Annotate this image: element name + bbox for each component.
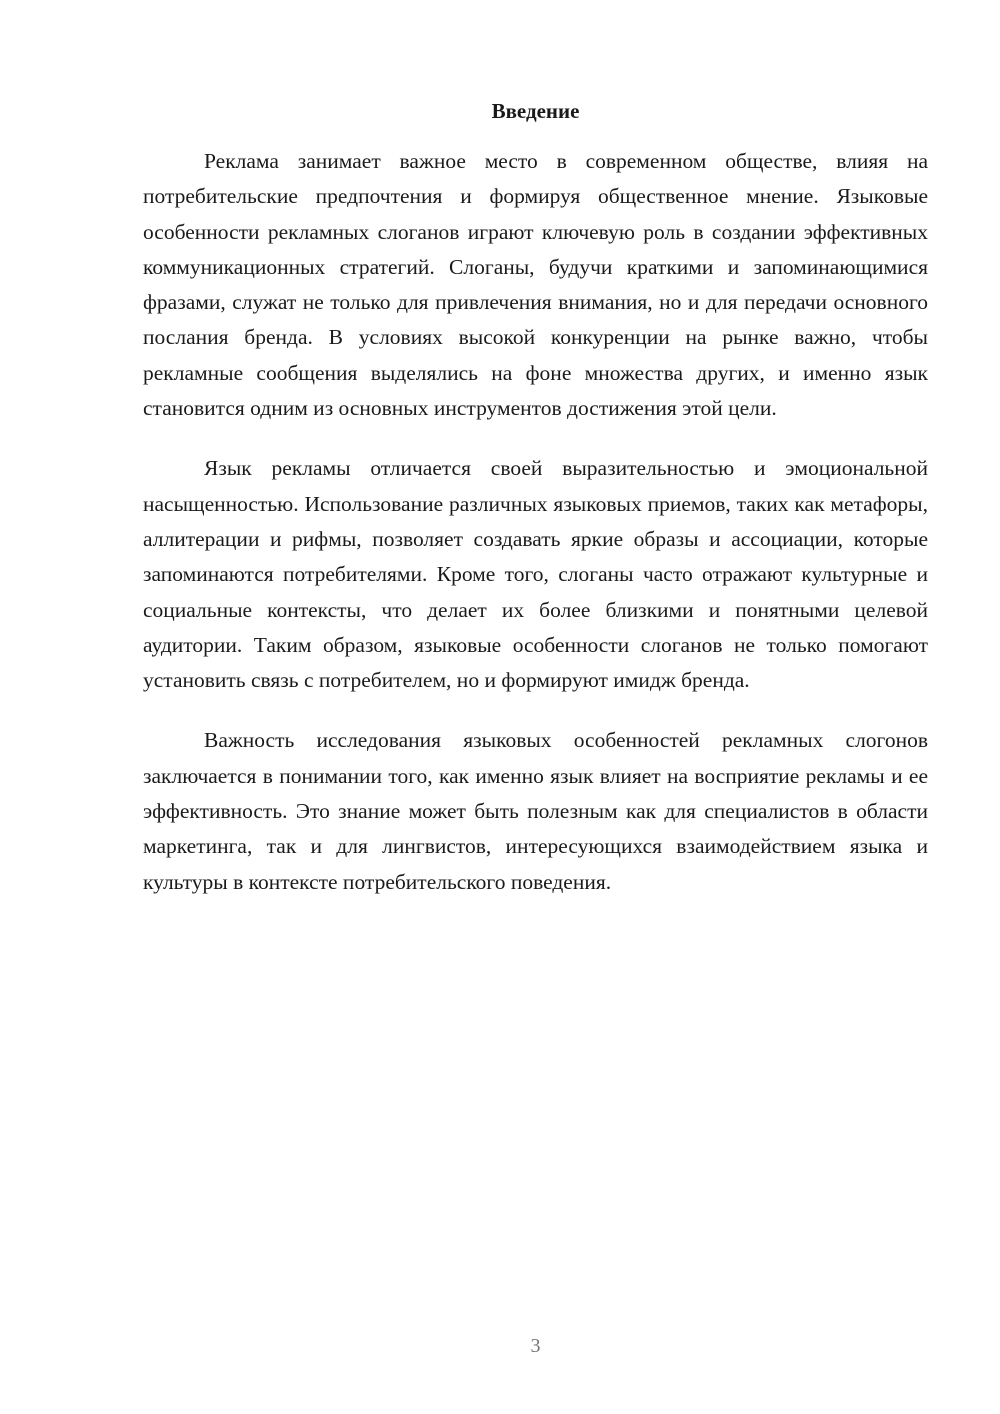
section-heading: Введение xyxy=(491,99,580,123)
body-text xyxy=(143,144,928,925)
paragraph: Язык рекламы отличается своей выразительностью и эмоциональной насыщенностью. Использование различных языковых приемов, таких как метафоры, аллитерации и рифмы, позволяет создавать яркие образы и ассоциации, которые запоминаются потребителями. Кроме того, слоганы часто отражают культурные и социальные контексты, что делает их более близкими и понятными целевой аудитории. Таким образом, языковые особенности слоганов не только помогают установить связь с потребителем, но и формируют имидж бренда. xyxy=(143,456,928,693)
paragraph: Реклама занимает важное место в современном обществе, влияя на потребительские предпочтения и формируя общественное мнение. Языковые особенности рекламных слоганов играют ключевую роль в создании эффективных коммуникационных стратегий. Слоганы, будучи краткими и запоминающимися фразами, служат не только для привлечения внимания, но и для передачи основного послания бренда. В условиях высокой конкуренции на рынке важно, чтобы рекламные сообщения выделялись на фоне множества других, и именно язык становится одним из основных инструментов достижения этой цели. xyxy=(143,149,928,421)
paragraph: Важность исследования языковых особенностей рекламных слогонов заключается в понимании того, как именно язык влияет на восприятие рекламы и ее эффективность. Это знание может быть полезным как для специалистов в области маркетинга, так и для лингвистов, интересующихся взаимодействием языка и культуры в контексте потребительского поведения. xyxy=(143,728,928,894)
page-number: 3 xyxy=(530,1335,541,1357)
document-page xyxy=(143,0,928,1414)
